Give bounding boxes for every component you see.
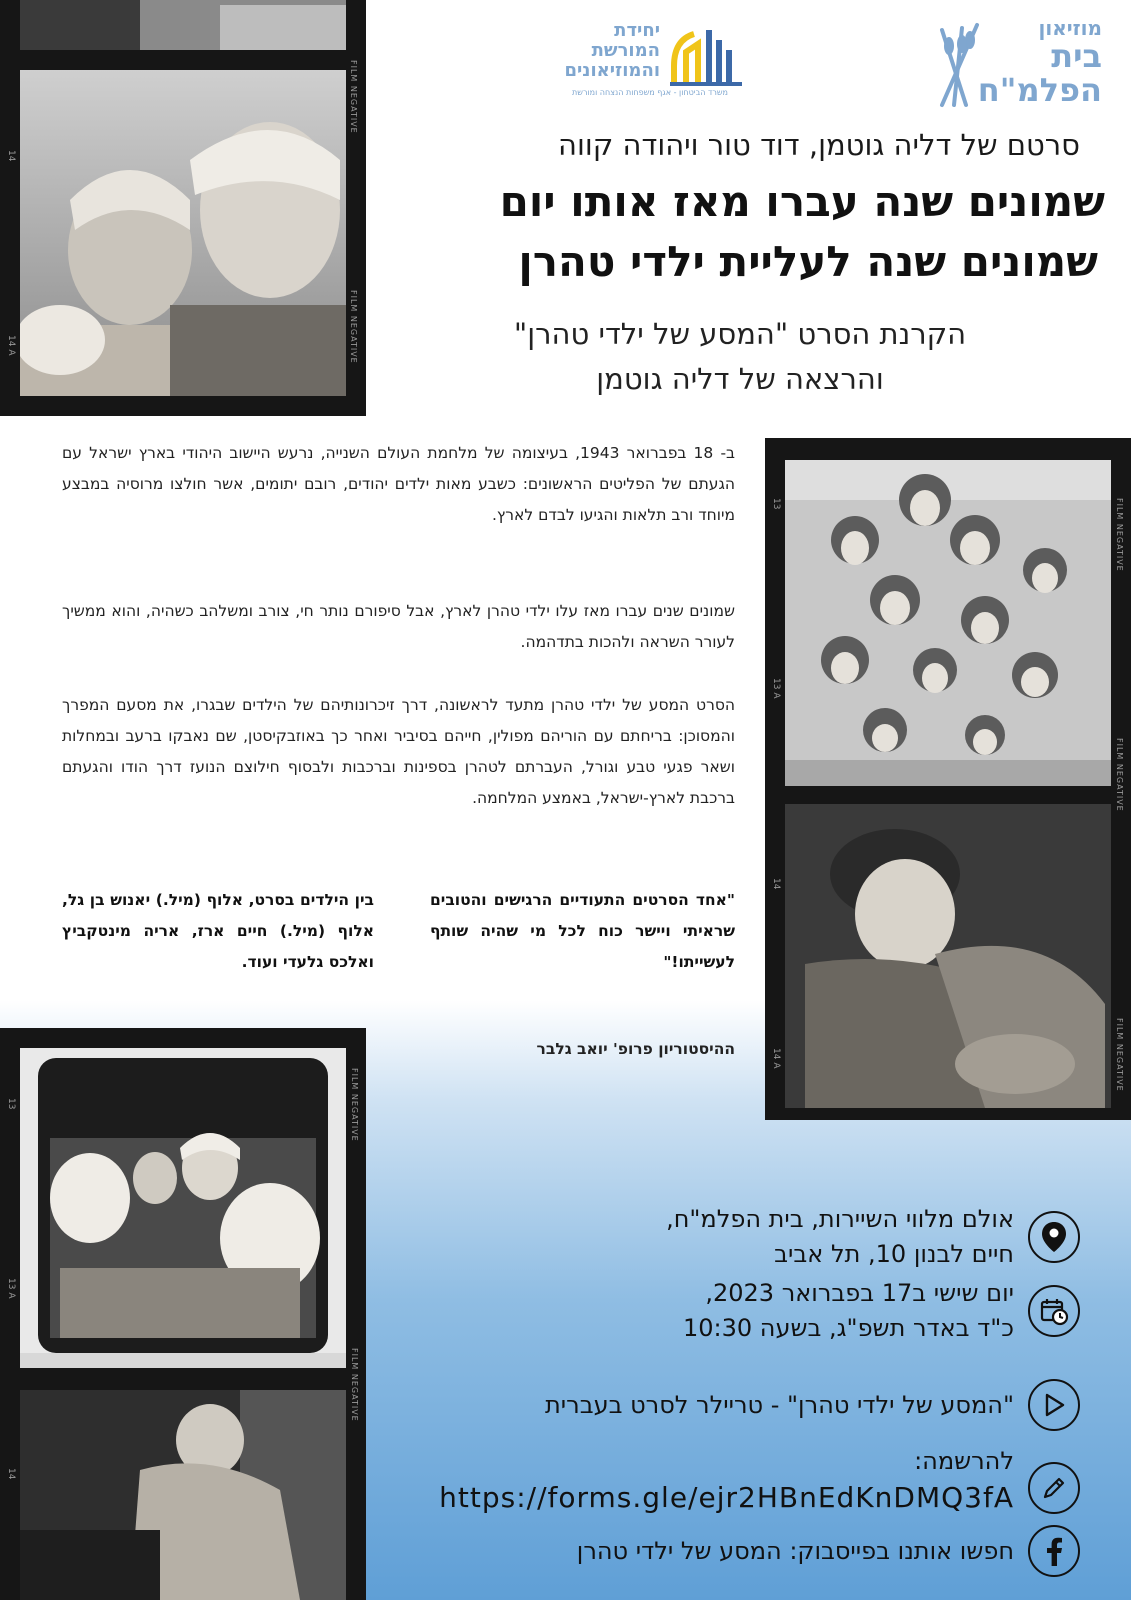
- palmach-logo-line2: בית: [1051, 37, 1102, 75]
- frame-number: 13 A: [6, 1278, 16, 1299]
- page-title-line1: שמונים שנה עברו מאז אותו יום: [499, 177, 1105, 226]
- photo-boy-sitting: [20, 1390, 346, 1600]
- screening-line2: והרצאה של דליה גוטמן: [596, 362, 884, 396]
- event-location: [400, 1202, 1080, 1272]
- trailer-link[interactable]: [400, 1379, 1080, 1431]
- pencil-icon[interactable]: [1028, 1462, 1080, 1514]
- play-icon[interactable]: [1028, 1379, 1080, 1431]
- map-pin-icon: [1028, 1211, 1080, 1263]
- film-credits: סרטם של דליה גוטמן, דוד טור ויהודה קווה: [558, 128, 1080, 162]
- review-author: ההיסטוריון פרופ' יואב גלבר: [536, 1040, 735, 1058]
- menorah-icon: [668, 26, 744, 88]
- frame-number: 14 A: [6, 335, 16, 356]
- film-strip-right: [765, 438, 1131, 1120]
- photo-fragment-top: [20, 0, 346, 50]
- trailer-text[interactable]: "המסע של ילדי טהרן" - טריילר לסרט בעברית: [545, 1390, 1014, 1419]
- page-title-line2: שמונים שנה לעליית ילדי טהרן: [518, 237, 1098, 286]
- date-line1: יום שישי ב17 בפברואר 2023,: [705, 1279, 1014, 1307]
- film-negative-label: FILM NEGATIVE: [1115, 498, 1124, 572]
- heritage-logo-subtitle: משרד הביטחון - אגף משפחות הנצחה ומורשת: [572, 88, 728, 97]
- frame-number: 13: [771, 498, 781, 510]
- frame-number: 13 A: [771, 678, 781, 699]
- photo-two-women: [20, 70, 346, 396]
- film-negative-label: FILM NEGATIVE: [350, 1068, 359, 1142]
- photo-sleeping-boy: [785, 804, 1111, 1108]
- palmach-logo-line1: מוזיאון: [1038, 16, 1102, 40]
- frame-number: 14: [6, 150, 16, 162]
- frame-number: 14: [771, 878, 781, 890]
- register-url[interactable]: https://forms.gle/ejr2HBnEdKnDMQ3fA: [439, 1480, 1014, 1514]
- facebook-text[interactable]: חפשו אותנו בפייסבוק: המסע של ילדי טהרן: [576, 1536, 1014, 1565]
- body-paragraph-1: ב- 18 בפברואר 1943, בעיצומה של מלחמת העולם השנייה, נרעש היישוב היהודי בארץ ישראל עם הגעתם של הפליטים הראשונים: כשבע מאות ילדים יהודים, רובם יתומים, אשר חולצו מרוסיה במבצע מיוחד ורב תלאות והגיעו לבדם לארץ.: [62, 444, 735, 524]
- event-date: [400, 1276, 1080, 1346]
- location-line2: חיים לבנון 10, תל אביב: [774, 1239, 1014, 1268]
- facebook-icon[interactable]: [1028, 1525, 1080, 1577]
- calendar-clock-icon: [1028, 1285, 1080, 1337]
- screening-line1: הקרנת הסרט "המסע של ילדי טהרן": [513, 317, 967, 351]
- palmach-museum-logo: [920, 18, 1110, 108]
- body-paragraph-2: שמונים שנים עברו מאז עלו ילדי טהרן לארץ, אבל סיפורם נותר חי, צורב ומשלהב כשהיה, והוא ממשיך לעורר השראה ולהכות בתדהמה.: [62, 602, 735, 651]
- facebook-link[interactable]: [400, 1525, 1080, 1577]
- frame-number: 14 A: [771, 1048, 781, 1069]
- cast-note: בין הילדים בסרט, אלוף (מיל.) יאנוש בן גל, אלוף (מיל.) חיים ארז, אריה מינטקביץ ואלכס גלעדי ועוד.: [62, 891, 374, 971]
- location-line1: אולם מלווי השיירות, בית הפלמ"ח,: [666, 1205, 1014, 1233]
- film-negative-label: FILM NEGATIVE: [349, 60, 358, 134]
- film-negative-label: FILM NEGATIVE: [349, 290, 358, 364]
- photo-women-babies-train: [20, 1048, 346, 1368]
- heritage-logo-line2: המורשת: [591, 40, 660, 61]
- register-label: להרשמה:: [914, 1447, 1014, 1476]
- film-negative-label: FILM NEGATIVE: [1115, 738, 1124, 812]
- review-quote: "אחד הסרטים התעודיים הרגישים והטובים שראיתי ויישר כוח לכל מי שהיה שותף לעשייתו!": [430, 891, 735, 971]
- film-negative-label: FILM NEGATIVE: [350, 1348, 359, 1422]
- photo-children-train-window: [785, 460, 1111, 786]
- heritage-logo-line1: יחידת: [614, 20, 660, 41]
- film-strip-bottom-left: [0, 1028, 366, 1600]
- heritage-logo-line3: והמוזיאונים: [564, 60, 660, 81]
- date-line2: כ"ד באדר תשפ"ג, בשעה 10:30: [683, 1313, 1014, 1342]
- registration: [400, 1444, 1080, 1514]
- film-strip-top-left: [0, 0, 366, 416]
- frame-number: 13: [6, 1098, 16, 1110]
- body-paragraph-3: הסרט המסע של ילדי טהרן מתעד לראשונה, דרך זיכרונותיהם של הילדים שבגרו, את מסעם המפרך והמסוכן: בריחתם עם הוריהם מפולין, חייהם בסיביר ואחר כך באוזבקיסטן, שם נאבקו ברעב ובמחלות ושאר פגעי טבע וגורל, העברתם לטהרן בספינות וברכבות ולבסוף חילוצם הנועז דרך הודו והגעתם ברכבת לארץ-ישראל, באמצע המלחמה.: [62, 696, 735, 807]
- palmach-logo-line3: הפלמ"ח: [977, 71, 1102, 109]
- film-negative-label: FILM NEGATIVE: [1115, 1018, 1124, 1092]
- frame-number: 14: [6, 1468, 16, 1480]
- heritage-unit-logo: [540, 22, 760, 102]
